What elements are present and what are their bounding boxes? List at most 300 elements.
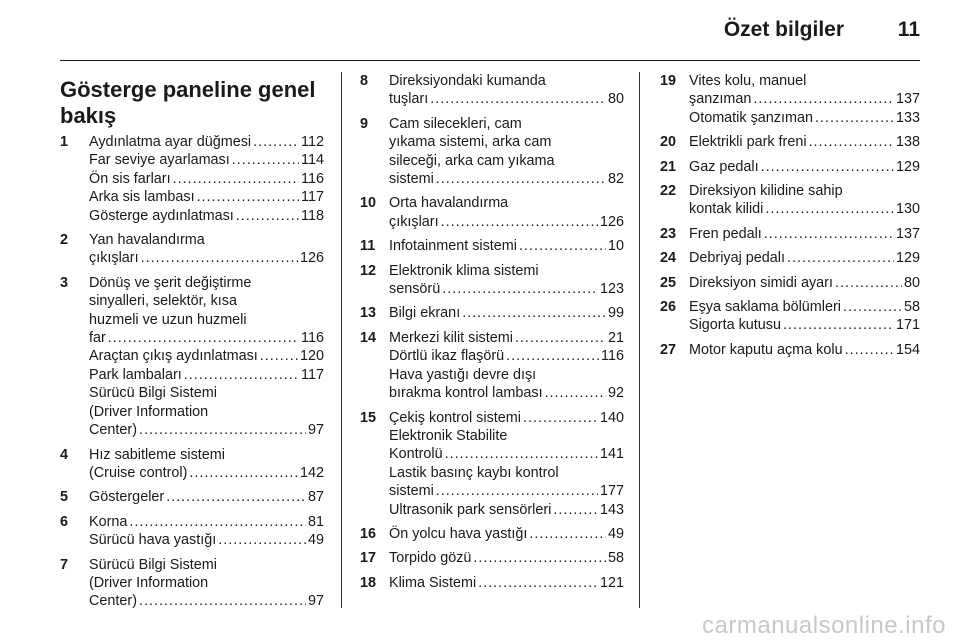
entry-number: 8	[360, 73, 369, 89]
toc-entry	[360, 72, 624, 109]
entry-lines	[89, 446, 324, 483]
entry-text: Aydınlatma ayar düğmesi	[89, 134, 252, 150]
toc-entry	[60, 513, 324, 550]
entry-text: çıkışları	[89, 250, 139, 267]
entry-line	[389, 482, 624, 500]
page-reference: 138	[895, 134, 920, 151]
page-reference: 143	[599, 501, 624, 518]
dot-leader	[141, 249, 298, 267]
page-reference: 171	[895, 317, 920, 334]
entry-line	[89, 133, 324, 151]
page-reference: 82	[607, 171, 624, 188]
entry-line	[89, 488, 324, 506]
entry-line	[89, 274, 324, 292]
entry-line	[389, 152, 624, 170]
entry-text: Torpido gözü	[389, 550, 472, 567]
entry-line	[89, 170, 324, 188]
dot-leader	[436, 170, 606, 188]
page-reference: 141	[599, 446, 624, 463]
toc-entry	[360, 115, 624, 189]
entry-line	[389, 133, 624, 151]
entry-number: 1	[60, 134, 69, 150]
entry-number: 25	[660, 274, 677, 291]
toc-entry	[360, 574, 624, 592]
entry-line	[89, 329, 324, 347]
toc-entry	[360, 525, 624, 543]
entry-text: Center)	[89, 422, 137, 439]
page-reference: 126	[299, 250, 324, 267]
page-reference: 129	[895, 250, 920, 267]
dot-leader	[218, 531, 306, 549]
entry-number: 10	[360, 195, 377, 212]
toc-entry	[60, 488, 324, 506]
entry-text: Bilgi ekranı	[389, 305, 461, 322]
toc-entry	[360, 262, 624, 299]
dot-leader	[765, 200, 894, 218]
entry-text: Korna	[89, 513, 128, 530]
entry-text: far	[89, 330, 106, 347]
page-reference: 142	[299, 464, 324, 481]
page-reference: 126	[599, 213, 624, 230]
toc-entry	[360, 329, 624, 403]
entry-text: sensörü	[389, 281, 441, 298]
section-title: Gösterge paneline genel bakış	[60, 77, 316, 128]
entry-line	[689, 316, 920, 334]
entry-lines	[389, 262, 624, 299]
entry-text: Center)	[89, 593, 137, 610]
dot-leader	[445, 445, 598, 463]
page-reference: 177	[599, 483, 624, 500]
entry-line	[689, 274, 920, 292]
dot-leader	[815, 109, 894, 127]
entry-line	[689, 249, 920, 267]
entry-line	[89, 531, 324, 549]
entry-text: Direksiyon kilidine sahip	[689, 183, 843, 200]
page-reference: 58	[903, 299, 920, 316]
entry-number: 24	[660, 250, 677, 267]
entry-text: Park lambaları	[89, 366, 182, 383]
toc-entry	[660, 182, 920, 219]
entry-text: Far seviye ayarlaması	[89, 152, 230, 169]
dot-leader	[108, 329, 299, 347]
page-reference: 81	[307, 513, 324, 530]
entry-lines	[689, 298, 920, 335]
toc-entry	[660, 249, 920, 267]
entry-line	[89, 446, 324, 464]
page-reference: 114	[301, 152, 324, 169]
entry-lines	[389, 329, 624, 403]
entry-lines	[689, 158, 920, 176]
page-reference: 97	[307, 422, 324, 439]
entry-lines	[89, 513, 324, 550]
dot-leader	[430, 90, 606, 108]
entry-line	[389, 347, 624, 365]
page-reference: 130	[895, 201, 920, 218]
entry-text: Elektronik Stabilite	[389, 427, 508, 444]
entry-text: Hız sabitleme sistemi	[89, 446, 225, 463]
toc-entry	[660, 133, 920, 151]
dot-leader	[197, 188, 299, 206]
toc-entry	[360, 304, 624, 322]
entry-line	[89, 513, 324, 531]
entry-text: Motor kaputu açma kolu	[689, 341, 843, 358]
entry-number: 2	[60, 232, 69, 249]
entry-line	[89, 592, 324, 610]
entry-number: 13	[360, 305, 377, 322]
entry-text: Sürücü Bilgi Sistemi	[89, 556, 217, 573]
dot-leader	[478, 574, 598, 592]
entry-line	[389, 170, 624, 188]
entry-lines	[389, 72, 624, 109]
entry-line	[389, 280, 624, 298]
entry-number: 4	[60, 446, 69, 463]
entry-text: Dönüş ve şerit değiştirme	[89, 274, 252, 291]
entry-number: 3	[60, 274, 69, 291]
toc-column-2	[360, 72, 624, 598]
dot-leader	[139, 421, 306, 439]
dot-leader	[843, 298, 902, 316]
entry-line	[89, 556, 324, 574]
entry-line	[89, 292, 324, 310]
page-reference: 112	[301, 134, 324, 150]
entry-line	[689, 90, 920, 108]
entry-line	[89, 464, 324, 482]
entry-line	[89, 207, 324, 225]
entry-text: Gösterge aydınlatması	[89, 207, 234, 224]
entry-line	[389, 427, 624, 445]
entry-number: 15	[360, 409, 377, 426]
entry-number: 19	[660, 73, 677, 89]
entry-text: sinyalleri, selektör, kısa	[89, 293, 237, 310]
entry-text: sistemi	[389, 171, 434, 188]
entry-text: yıkama sistemi, arka cam	[389, 134, 552, 151]
page-reference: 92	[607, 385, 624, 402]
dot-leader	[442, 280, 598, 298]
entry-line	[389, 525, 624, 543]
dot-leader	[139, 592, 306, 610]
entry-line	[689, 158, 920, 176]
entry-text: Arka sis lambası	[89, 189, 195, 206]
entry-line	[89, 366, 324, 384]
entry-line	[689, 109, 920, 127]
entry-number: 20	[660, 134, 677, 151]
entry-lines	[689, 72, 920, 127]
entry-text: (Driver Information	[89, 574, 209, 591]
page-header	[0, 0, 960, 62]
entry-text: Otomatik şanzıman	[689, 109, 813, 126]
dot-leader	[529, 525, 606, 543]
entry-text: Yan havalandırma	[89, 232, 205, 249]
entry-text: Gaz pedalı	[689, 158, 759, 175]
toc-entry	[660, 274, 920, 292]
page-reference: 97	[307, 593, 324, 610]
dot-leader	[184, 366, 299, 384]
entry-line	[389, 464, 624, 482]
entry-line	[389, 366, 624, 384]
entry-text: (Driver Information	[89, 403, 209, 420]
page-reference: 137	[895, 225, 920, 242]
entry-line	[89, 574, 324, 592]
entry-number: 16	[360, 525, 377, 542]
entry-text: Direksiyondaki kumanda	[389, 73, 546, 89]
page-reference: 21	[607, 329, 624, 346]
dot-leader	[809, 133, 894, 151]
toc-entry	[660, 298, 920, 335]
dot-leader	[506, 347, 599, 365]
column-divider	[639, 72, 640, 608]
dot-leader	[515, 329, 606, 347]
page-reference: 116	[301, 330, 324, 347]
toc-entry	[360, 237, 624, 255]
entry-lines	[389, 194, 624, 231]
entry-line	[389, 409, 624, 427]
dot-leader	[764, 225, 894, 243]
entry-line	[689, 200, 920, 218]
toc-entry	[60, 446, 324, 483]
entry-text: Vites kolu, manuel	[689, 73, 807, 89]
entry-text: Sürücü Bilgi Sistemi	[89, 385, 217, 402]
dot-leader	[166, 488, 306, 506]
entry-text: Sigorta kutusu	[689, 317, 781, 334]
toc-entry	[660, 225, 920, 243]
page-number: 11	[897, 18, 920, 41]
entry-text: Lastik basınç kaybı kontrol	[389, 464, 559, 481]
entry-line	[89, 151, 324, 169]
page-reference: 49	[307, 532, 324, 549]
entry-lines	[89, 231, 324, 268]
page-reference: 80	[903, 274, 920, 291]
page-reference: 58	[607, 550, 624, 567]
page-reference: 118	[301, 207, 324, 224]
entry-text: Sürücü hava yastığı	[89, 532, 217, 549]
entry-number: 9	[360, 115, 369, 132]
entry-lines	[89, 556, 324, 611]
dot-leader	[545, 384, 606, 402]
entry-text: Klima Sistemi	[389, 574, 477, 591]
dot-leader	[783, 316, 894, 334]
entry-text: Orta havalandırma	[389, 195, 509, 212]
toc-entry	[360, 409, 624, 519]
entry-text: Elektrikli park freni	[689, 134, 807, 151]
toc-entry	[660, 341, 920, 359]
entry-text: Dörtlü ikaz flaşörü	[389, 348, 505, 365]
entry-lines	[689, 225, 920, 243]
entry-line	[89, 249, 324, 267]
dot-leader	[845, 341, 894, 359]
entry-text: Merkezi kilit sistemi	[389, 329, 513, 346]
dot-leader	[835, 274, 902, 292]
entry-number: 23	[660, 225, 677, 242]
entry-text: Ön yolcu hava yastığı	[389, 525, 528, 542]
header-divider	[60, 60, 920, 61]
entry-line	[389, 304, 624, 322]
entry-lines	[389, 409, 624, 519]
page-reference: 129	[895, 158, 920, 175]
entry-lines	[389, 574, 624, 592]
dot-leader	[236, 207, 299, 225]
entry-line	[89, 421, 324, 439]
entry-number: 7	[60, 556, 69, 573]
entry-line	[89, 403, 324, 421]
entry-line	[389, 90, 624, 108]
page-reference: 116	[601, 348, 624, 365]
toc-entry	[60, 133, 324, 225]
entry-text: (Cruise control)	[89, 464, 188, 481]
entry-line	[689, 72, 920, 90]
entry-line	[389, 262, 624, 280]
dot-leader	[173, 170, 299, 188]
page-reference: 137	[895, 91, 920, 108]
entry-line	[389, 445, 624, 463]
page-reference: 116	[301, 170, 324, 187]
entry-line	[389, 194, 624, 212]
page-reference: 154	[895, 341, 920, 358]
toc-entry	[660, 72, 920, 127]
toc-entry	[60, 231, 324, 268]
entry-lines	[689, 341, 920, 359]
page-reference: 121	[599, 574, 624, 591]
entry-lines	[89, 274, 324, 440]
entry-line	[689, 341, 920, 359]
page-reference: 117	[301, 366, 324, 383]
page-reference: 10	[607, 238, 624, 255]
page-reference: 117	[301, 189, 324, 206]
entry-text: sistemi	[389, 483, 434, 500]
column-divider	[341, 72, 342, 608]
entry-lines	[689, 249, 920, 267]
dot-leader	[753, 90, 894, 108]
entry-line	[89, 231, 324, 249]
entry-number: 26	[660, 299, 677, 316]
entry-text: tuşları	[389, 91, 429, 108]
entry-text: Eşya saklama bölümleri	[689, 299, 841, 316]
dot-leader	[462, 304, 606, 322]
entry-text: Çekiş kontrol sistemi	[389, 409, 521, 426]
dot-leader	[260, 347, 298, 365]
entry-line	[389, 237, 624, 255]
entry-text: Araçtan çıkış aydınlatması	[89, 348, 258, 365]
page-reference: 123	[599, 281, 624, 298]
entry-line	[389, 549, 624, 567]
entry-text: Kontrolü	[389, 446, 443, 463]
entry-line	[89, 311, 324, 329]
entry-text: şanzıman	[689, 91, 752, 108]
entry-number: 12	[360, 262, 377, 279]
entry-line	[89, 188, 324, 206]
entry-number: 14	[360, 329, 377, 346]
entry-number: 17	[360, 550, 377, 567]
toc-entry	[60, 274, 324, 440]
toc-entry	[660, 158, 920, 176]
entry-text: Elektronik klima sistemi	[389, 262, 539, 279]
entry-line	[689, 225, 920, 243]
entry-line	[689, 133, 920, 151]
dot-leader	[519, 237, 606, 255]
entry-text: Ön sis farları	[89, 170, 171, 187]
dot-leader	[761, 158, 894, 176]
entry-lines	[389, 237, 624, 255]
entry-text: Debriyaj pedalı	[689, 250, 785, 267]
entry-line	[689, 298, 920, 316]
dot-leader	[441, 213, 598, 231]
entry-text: Cam silecekleri, cam	[389, 115, 522, 132]
entry-line	[389, 384, 624, 402]
entry-line	[89, 347, 324, 365]
dot-leader	[553, 501, 598, 519]
entry-number: 21	[660, 158, 677, 175]
dot-leader	[253, 133, 299, 151]
entry-text: sileceği, arka cam yıkama	[389, 152, 555, 169]
dot-leader	[787, 249, 894, 267]
entry-lines	[389, 115, 624, 189]
entry-lines	[689, 274, 920, 292]
dot-leader	[189, 464, 298, 482]
entry-lines	[89, 488, 324, 506]
entry-text: Ultrasonik park sensörleri	[389, 501, 552, 518]
watermark: carmanualsonline.info	[702, 612, 946, 639]
page-reference: 99	[607, 305, 624, 322]
entry-lines	[89, 133, 324, 225]
page-reference: 120	[299, 348, 324, 365]
entry-line	[389, 329, 624, 347]
page-header-title: Özet bilgiler	[723, 18, 844, 41]
dot-leader	[129, 513, 306, 531]
entry-line	[389, 72, 624, 90]
entry-number: 27	[660, 341, 677, 358]
entry-lines	[689, 133, 920, 151]
entry-number: 5	[60, 489, 69, 506]
entry-line	[89, 384, 324, 402]
entry-number: 18	[360, 574, 377, 591]
entry-text: kontak kilidi	[689, 201, 764, 218]
entry-lines	[389, 525, 624, 543]
entry-lines	[389, 304, 624, 322]
entry-text: Direksiyon simidi ayarı	[689, 274, 833, 291]
entry-text: huzmeli ve uzun huzmeli	[89, 311, 247, 328]
entry-text: Infotainment sistemi	[389, 238, 517, 255]
dot-leader	[436, 482, 598, 500]
dot-leader	[232, 151, 299, 169]
entry-lines	[389, 549, 624, 567]
entry-line	[389, 213, 624, 231]
toc-entry	[360, 549, 624, 567]
entry-number: 6	[60, 513, 69, 530]
entry-line	[389, 501, 624, 519]
toc-column-1	[60, 72, 324, 617]
entry-line	[389, 574, 624, 592]
toc-entry	[60, 556, 324, 611]
entry-text: Hava yastığı devre dışı	[389, 366, 537, 383]
entry-number: 11	[360, 238, 376, 255]
toc-column-3	[660, 72, 920, 365]
dot-leader	[523, 409, 598, 427]
entry-text: çıkışları	[389, 213, 439, 230]
page-reference: 87	[307, 489, 324, 506]
entry-line	[389, 115, 624, 133]
entry-line	[689, 182, 920, 200]
page-reference: 49	[607, 525, 624, 542]
dot-leader	[473, 549, 606, 567]
page-reference: 140	[599, 409, 624, 426]
page-reference: 80	[607, 91, 624, 108]
entry-text: bırakma kontrol lambası	[389, 385, 543, 402]
entry-number: 22	[660, 183, 677, 200]
page-reference: 133	[895, 109, 920, 126]
toc-entry	[360, 194, 624, 231]
entry-lines	[689, 182, 920, 219]
entry-text: Göstergeler	[89, 489, 165, 506]
entry-text: Fren pedalı	[689, 225, 762, 242]
